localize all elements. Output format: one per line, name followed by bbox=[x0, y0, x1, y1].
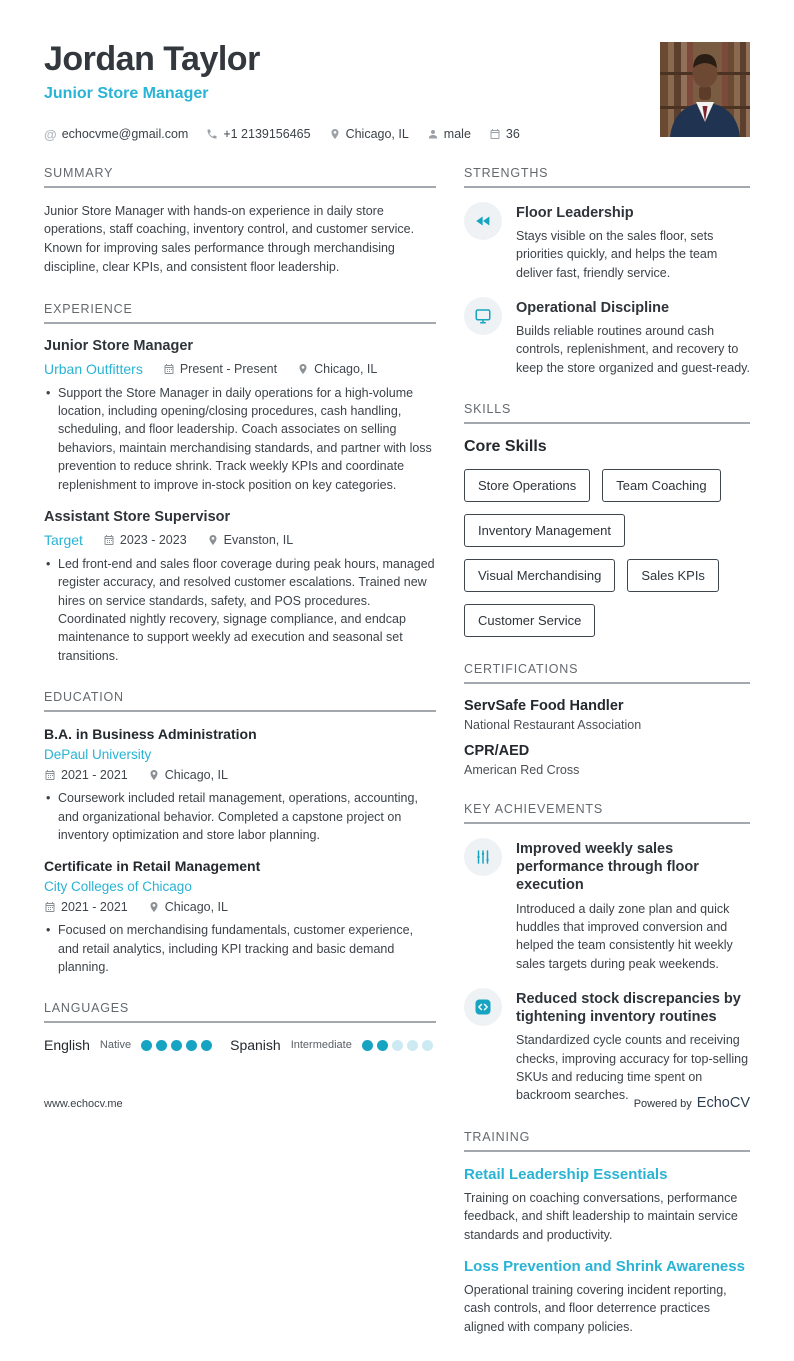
summary-heading: SUMMARY bbox=[44, 166, 436, 188]
skill-tag: Team Coaching bbox=[602, 469, 720, 502]
calendar-icon bbox=[489, 128, 501, 140]
job-bullet-list bbox=[44, 555, 436, 665]
school-name: City Colleges of Chicago bbox=[44, 879, 192, 895]
strength-title: Operational Discipline bbox=[516, 299, 670, 316]
company-name: Target bbox=[44, 531, 83, 548]
experience-entry bbox=[44, 338, 436, 494]
powered-by bbox=[634, 1095, 750, 1111]
calendar-icon bbox=[103, 534, 115, 546]
contact-location bbox=[329, 127, 409, 141]
contact-gender bbox=[427, 127, 471, 141]
education-location-text: Chicago, IL bbox=[164, 768, 228, 783]
education-meta-row bbox=[44, 900, 436, 914]
education-section bbox=[44, 690, 436, 976]
location-icon bbox=[207, 534, 219, 546]
achievement-item bbox=[464, 838, 750, 973]
language-level-dot bbox=[186, 1040, 197, 1051]
education-location bbox=[148, 900, 228, 914]
training-section bbox=[464, 1130, 750, 1336]
certification-org: National Restaurant Association bbox=[464, 718, 642, 733]
job-dates bbox=[103, 533, 187, 547]
job-bullet-list bbox=[44, 384, 436, 494]
strengths-heading: STRENGTHS bbox=[464, 166, 750, 188]
left-column bbox=[44, 166, 436, 1361]
language-name: English bbox=[44, 1037, 90, 1054]
location-icon bbox=[329, 128, 341, 140]
education-dates bbox=[44, 768, 128, 782]
contact-email-text: echocvme@gmail.com bbox=[61, 127, 189, 142]
education-entry bbox=[44, 858, 436, 976]
training-title: Retail Leadership Essentials bbox=[464, 1165, 668, 1183]
strength-item bbox=[464, 297, 750, 377]
education-bullet-list bbox=[44, 789, 436, 844]
strength-title: Floor Leadership bbox=[516, 204, 634, 221]
contact-gender-text: male bbox=[443, 127, 471, 142]
strengths-section bbox=[464, 166, 750, 378]
job-dates-text: Present - Present bbox=[179, 361, 278, 376]
page-footer bbox=[44, 1095, 750, 1111]
skill-tag-list bbox=[464, 469, 750, 637]
skill-tag: Inventory Management bbox=[464, 514, 625, 547]
education-meta-row bbox=[44, 768, 436, 782]
achievement-text: Introduced a daily zone plan and quick huddles that improved conversion and helped the team consistently hit weekly sales targets during peak weekends. bbox=[516, 901, 733, 971]
training-item bbox=[464, 1166, 750, 1244]
contact-age bbox=[489, 127, 520, 141]
achievement-text: Standardized cycle counts and receiving checks, improving accuracy for top-selling SKUs and reducing time spent on backroom searches. bbox=[516, 1033, 749, 1103]
language-level-dot bbox=[407, 1040, 418, 1051]
calendar-icon bbox=[44, 901, 56, 913]
education-location-text: Chicago, IL bbox=[164, 900, 228, 915]
training-heading: TRAINING bbox=[464, 1130, 750, 1152]
achievement-content bbox=[516, 838, 750, 973]
language-level-dot bbox=[141, 1040, 152, 1051]
achievements-heading: KEY ACHIEVEMENTS bbox=[464, 802, 750, 824]
certification-item bbox=[464, 743, 750, 777]
skill-tag: Customer Service bbox=[464, 604, 595, 637]
language-level-dots bbox=[141, 1040, 212, 1051]
language-level-dot bbox=[201, 1040, 212, 1051]
achievements-section bbox=[464, 802, 750, 1105]
achievement-title: Improved weekly sales performance through floor execution bbox=[516, 841, 699, 894]
degree-title: Certificate in Retail Management bbox=[44, 858, 261, 875]
education-bullet-list bbox=[44, 921, 436, 976]
certifications-section bbox=[464, 662, 750, 777]
contact-email[interactable] bbox=[44, 127, 188, 142]
job-location bbox=[207, 533, 294, 547]
header-identity bbox=[44, 42, 520, 142]
education-entry bbox=[44, 726, 436, 844]
job-meta-row bbox=[44, 361, 436, 377]
strength-content bbox=[516, 297, 750, 377]
certification-name: CPR/AED bbox=[464, 743, 530, 760]
education-heading: EDUCATION bbox=[44, 690, 436, 712]
languages-row bbox=[44, 1037, 436, 1053]
company-name: Urban Outfitters bbox=[44, 360, 143, 377]
powered-by-label: Powered by bbox=[633, 1098, 692, 1110]
job-location-text: Evanston, IL bbox=[223, 532, 294, 547]
education-dates-text: 2021 - 2021 bbox=[61, 900, 128, 915]
education-dates bbox=[44, 900, 128, 914]
languages-section bbox=[44, 1001, 436, 1053]
experience-entry bbox=[44, 509, 436, 665]
monitor-icon bbox=[464, 297, 502, 335]
strength-item bbox=[464, 202, 750, 282]
language-level-label: Native bbox=[99, 1039, 132, 1052]
job-title: Assistant Store Supervisor bbox=[44, 508, 231, 525]
language-level-dot bbox=[171, 1040, 182, 1051]
person-job-title: Junior Store Manager bbox=[44, 84, 209, 102]
website-link[interactable]: www.echocv.me bbox=[44, 1098, 123, 1110]
degree-title: B.A. in Business Administration bbox=[44, 726, 257, 743]
rewind-icon bbox=[464, 202, 502, 240]
contact-age-text: 36 bbox=[505, 127, 520, 142]
certification-item bbox=[464, 698, 750, 732]
education-location bbox=[148, 768, 228, 782]
at-icon: @ bbox=[44, 126, 57, 142]
education-bullet: • Focused on merchandising fundamentals, customer experience, and retail analytics, including KPI tracking and basic demand planning. bbox=[44, 921, 436, 976]
training-item bbox=[464, 1258, 750, 1336]
training-title: Loss Prevention and Shrink Awareness bbox=[464, 1257, 745, 1275]
skills-group-title: Core Skills bbox=[464, 438, 547, 456]
achievement-item bbox=[464, 988, 750, 1105]
language-level-dot bbox=[377, 1040, 388, 1051]
phone-icon bbox=[206, 128, 218, 140]
training-text: Operational training covering incident reporting, cash controls, and floor deterrence practices aligned with company policies. bbox=[464, 1282, 727, 1334]
contact-location-text: Chicago, IL bbox=[345, 127, 409, 142]
location-icon bbox=[297, 363, 309, 375]
education-dates-text: 2021 - 2021 bbox=[61, 768, 128, 783]
skill-tag: Sales KPIs bbox=[627, 559, 719, 592]
summary-section bbox=[44, 166, 436, 277]
person-name: Jordan Taylor bbox=[44, 40, 260, 78]
job-dates-text: 2023 - 2023 bbox=[119, 532, 187, 547]
language-level-dots bbox=[362, 1040, 433, 1051]
brand-link[interactable]: EchoCV bbox=[696, 1095, 750, 1111]
job-meta-row bbox=[44, 532, 436, 548]
resume-header bbox=[0, 0, 794, 142]
strength-content bbox=[516, 202, 750, 282]
job-location bbox=[297, 362, 377, 376]
language-level-dot bbox=[156, 1040, 167, 1051]
job-location-text: Chicago, IL bbox=[314, 361, 378, 376]
language-item bbox=[44, 1037, 230, 1053]
contact-phone-text: +1 2139156465 bbox=[223, 127, 311, 142]
location-icon bbox=[148, 901, 160, 913]
language-name: Spanish bbox=[230, 1037, 281, 1054]
language-level-dot bbox=[362, 1040, 373, 1051]
calendar-icon bbox=[163, 363, 175, 375]
experience-section bbox=[44, 302, 436, 666]
code-brackets-icon bbox=[464, 988, 502, 1026]
content-columns bbox=[0, 166, 794, 1361]
achievement-title: Reduced stock discrepancies by tightening inventory routines bbox=[516, 991, 741, 1026]
right-column bbox=[464, 166, 750, 1361]
job-bullet: • Led front-end and sales floor coverage during peak hours, managed register accuracy, and resolved customer escalations. Trained new hires on service standards, safety, and POS procedures. Coordinated nightly recovery, signage compliance, and endcap maintenance to support weekly ad execution and seasonal set transitions. bbox=[44, 555, 436, 665]
skill-tag: Store Operations bbox=[464, 469, 590, 502]
strength-text: Stays visible on the sales floor, sets priorities quickly, and helps the team deliver fast, friendly service. bbox=[516, 228, 718, 280]
certification-org: American Red Cross bbox=[464, 763, 580, 778]
calendar-icon bbox=[44, 769, 56, 781]
language-level-label: Intermediate bbox=[290, 1039, 352, 1052]
job-bullet: • Support the Store Manager in daily operations for a high-volume location, including opening/closing procedures, cash handling, scheduling, and floor leadership. Coach associates on selling behaviors, maintain merchandising standards, and partner with loss prevention to reduce shrink. Track weekly KPIs and coordinate replenishment to improve in-stock position on key categories. bbox=[44, 384, 436, 494]
language-item bbox=[230, 1037, 451, 1053]
profile-photo bbox=[660, 42, 750, 137]
languages-heading: LANGUAGES bbox=[44, 1001, 436, 1023]
strength-text: Builds reliable routines around cash controls, replenishment, and recovery to keep the store organized and guest-ready. bbox=[516, 324, 750, 375]
summary-text: Junior Store Manager with hands-on experience in daily store operations, staff coaching, inventory control, and customer service. Known for improving sales performance through merchandising discipline, clear KPIs, and consistent floor leadership. bbox=[44, 203, 415, 274]
contact-row bbox=[44, 127, 520, 142]
skills-section bbox=[464, 402, 750, 637]
skills-heading: SKILLS bbox=[464, 402, 750, 424]
contact-phone bbox=[206, 127, 310, 141]
language-level-dot bbox=[392, 1040, 403, 1051]
profile-photo-illustration bbox=[660, 42, 750, 137]
sliders-icon bbox=[464, 838, 502, 876]
achievement-content bbox=[516, 988, 750, 1105]
training-text: Training on coaching conversations, performance feedback, and shift leadership to maintain service standards and productivity. bbox=[464, 1190, 738, 1242]
language-level-dot bbox=[422, 1040, 433, 1051]
skill-tag: Visual Merchandising bbox=[464, 559, 615, 592]
location-icon bbox=[148, 769, 160, 781]
job-title: Junior Store Manager bbox=[44, 337, 194, 354]
person-icon bbox=[427, 128, 439, 140]
experience-heading: EXPERIENCE bbox=[44, 302, 436, 324]
school-name: DePaul University bbox=[44, 747, 152, 763]
certification-name: ServSafe Food Handler bbox=[464, 698, 624, 715]
education-bullet: • Coursework included retail management, operations, accounting, and organizational behavior. Completed a capstone project on inventory optimization and store labor planning. bbox=[44, 789, 436, 844]
certifications-heading: CERTIFICATIONS bbox=[464, 662, 750, 684]
job-dates bbox=[163, 362, 277, 376]
